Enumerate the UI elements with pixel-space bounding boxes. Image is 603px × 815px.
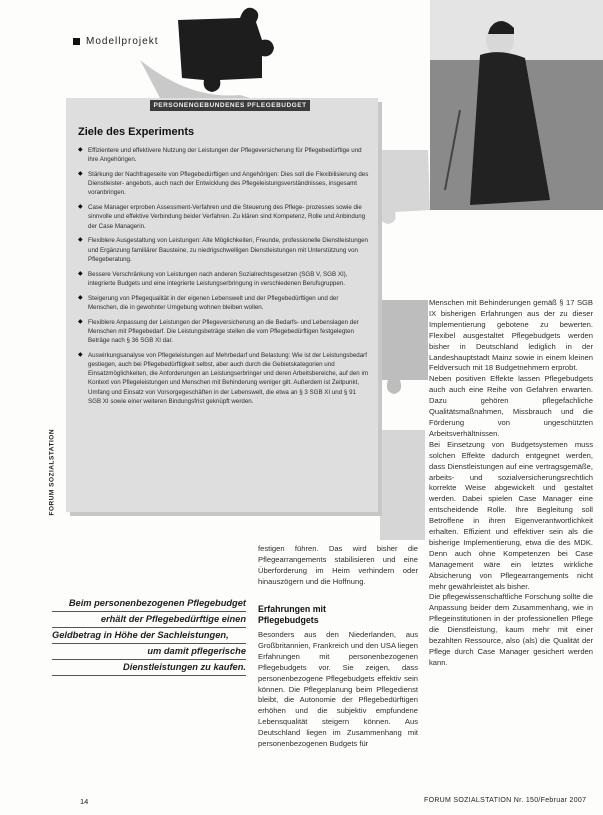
sub-heading-line: Pflegebudgets [258,615,319,625]
pull-quote [52,596,246,676]
pull-quote-line: um damit pflegerische [52,644,246,660]
goals-list [78,146,370,412]
list-item: ◆ Flexiblere Ausgestaltung von Leistungen: Alte Möglichkeiten, Freunde, professionelle Dienstleistungen und Ergänzung familiärer Bausteine, zu niedrigschwelligen Dienstleistungen mit Unterstützung von Pflegeberatung. [78,236,370,264]
publication-info: FORUM SOZIALSTATION Nr. 150/Februar 2007 [424,797,587,804]
pull-quote-line: Geldbetrag in Höhe der Sachleistungen, [52,628,246,644]
middle-column-bottom [258,630,418,750]
list-item: ◆ Effizientere und effektivere Nutzung der Leistungen der Pflegeversicherung für Pflegebedürftige und ihre Angehörigen. [78,146,370,164]
list-item: ◆ Flexiblere Anpassung der Leistungen der Pflegeversicherung an die Bedarfs- und Lebenslagen der Menschen mit Pflegebedarf. Die Leistungsbeträge stellen die vom Pflegebedürftigen festgelegten Beträge nach § 36 SGB XI dar. [78,318,370,346]
list-item: ◆ Stärkung der Nachfrageseite von Pflegebedürftigen und Angehörigen: Dies soll die Flexibilisierung des Dienstleister- angebots, auch nach der Entwicklung des Pflegeleistungsverständnisses, insgesamt voranbringen. [78,170,370,198]
photo-illustration [430,0,603,210]
list-item: ◆ Case Manager erproben Assessment-Verfahren und die Steuerung des Pflege- prozesses sowie die sinnvolle und effektive Verbindung beider Verfahren. Zu klären sind Kompetenz, Rolle und Anbindung der Case Managerin. [78,203,370,231]
page-number: 14 [80,797,89,806]
side-label-text: FORUM SOZIALSTATION [48,428,56,516]
paragraph: Besonders aus den Niederlanden, aus Großbritannien, Frankreich und den USA liegen Erfahrungen mit personenbezogenen Pflegebudgets vor. Sie zeigen, dass personenbezogene Pflegebudgets effektiv sein können. Die Pflegeplanung beim Pflegedienst bleibt, die Autonomie der Pflegebedürftigen erhöhen und die subjektiv empfundene Lebensqualität steigern können. Aus Deutschland liegen im Zusammenhang mit personenbezogenen Budgets für [258,630,418,749]
pull-quote-line: Dienstleistungen zu kaufen. [52,660,246,676]
paragraph: Bei Einsetzung von Budgetsystemen muss solchen Effekte dadurch entgegnet werden, dass Dienstleistungen auf eine vertragsgemäße, arbeits- und sozialversicherungsrechtlich korrekte Weise abgewickelt und gestaltet werden. Dabei spielen Case Manager eine entscheidende Rolle. Ihre Begleitung soll Betroffene in ihren Eigenverantwortlichkeit erhalten. Effizient und effektiver sein als die bisherige Implementierung, etwa die des MDK. Denn auch ohne Kompetenzen bei Case Management wäre ein letztes wirkliche Absicherung von Pflegearrangements nicht mehr gewährleistet als bisher. [429,439,593,591]
info-box-heading: Ziele des Experiments [78,126,195,138]
puzzle-piece-dark-icon [178,8,274,92]
list-item: ◆ Bessere Verschränkung von Leistungen nach anderen Sozialrechtsgesetzen (SGB V, SGB XI), integrierte Budgets und eine integrierte Leistungserbringung in verschiedenen Berufsgruppen. [78,270,370,288]
paragraph: Die pflegewissenschaftliche Forschung sollte die Anpassung beider dem Zusammenhang, wie in Pflegeinstitutionen in der professionellen Pflege die Dienstleistung, kaum mehr mit einer bezahlten Ressource, also (als) die Qualität der Pflege durch Case Manager gesichert werden kann. [429,592,593,667]
paragraph: Menschen mit Behinderungen gemäß § 17 SGB IX bisherigen Erfahrungen aus der zu dieser Implementierung gebotene zu bewerten. Flexibel ausgestaltet Pflegebudgets werden bisher in Deutschland lediglich in der Landeshauptstadt Mainz sowie in einem kleinen Feldversuch mit 18 Budgetnehmern erprobt. [429,298,593,373]
sub-heading [258,604,326,626]
paragraph: festigen führen. Das wird bisher die Pflegearrangements stabilisieren und eine Überforderung im Heim verhindern oder hinauszögern und die Hoffnung. [258,544,418,586]
list-item: ◆ Steigerung von Pflegequalität in der eigenen Lebenswelt und der Pflegebedürftigen und der Menschen, die in gewohnter Umgebung wohnen bleiben wollen. [78,294,370,312]
list-item: ◆ Auswirkungsanalyse von Pflegeleistungen auf Mehrbedarf und Belastung: Wie ist der Leistungsbedarf gestiegen, auch bei Pflegebedürftigkeit selbst, aber auch durch die Gebietskategorien und Einsatzmöglichkeiten, die Anforderungen an Leistungserbringer und deren Arbeitsbereiche, auf den im Kontext von Pflegeleistungen und Menschen mit Behinderung weniger gilt. Außerdem ist Zeitpunkt, Umfang und Einsatz von Vorsorgegeschäften in der Lebenswelt, die etwa an § 3 SGB XI und § 91 SGB XI sowie einer weiteren Bindungsfrist geknüpft werden. [78,351,370,406]
section-label: Modellprojekt [86,36,159,47]
pull-quote-line: erhält der Pflegebedürftige einen [52,612,246,628]
photo-elderly-woman [430,0,603,210]
right-column [429,298,593,669]
middle-column-top [258,544,418,588]
side-label [44,400,58,520]
info-box-title: PERSONENGEBUNDENES PFLEGEBUDGET [150,100,310,111]
pull-quote-line: Beim personenbezogenen Pflegebudget [52,596,246,612]
puzzle-piece-light-icon [378,150,430,540]
paragraph: Neben positiven Effekte lassen Pflegebudgets auch auch eine Reihe von Gefahren erwarten. Dazu gehören pflegefachliche Qualitätsmaßnahmen, Missbrauch und die Förderung von ungeschützten Arbeitsverhältnissen. [429,374,593,438]
sub-heading-line: Erfahrungen mit [258,604,326,614]
